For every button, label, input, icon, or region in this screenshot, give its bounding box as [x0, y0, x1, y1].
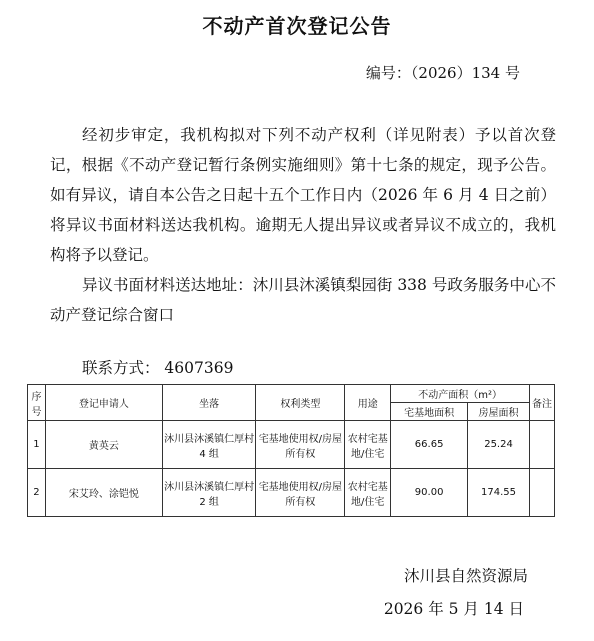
header-applicant: 登记申请人: [45, 385, 162, 421]
cell-usage: 农村宅基地/住宅: [345, 421, 391, 469]
header-seq: 序号: [28, 385, 46, 421]
issue-date: 2026 年 5 月 14 日: [383, 600, 524, 618]
cell-seq: 1: [28, 421, 46, 469]
cell-seq: 2: [28, 469, 46, 517]
cell-location: 沐川县沐溪镇仁厚村 2 组: [162, 469, 256, 517]
header-location: 坐落: [162, 385, 256, 421]
notice-paragraph: 经初步审定，我机构拟对下列不动产权利（详见附表）予以首次登记，根据《不动产登记暂行条例实施细则》第十七条的规定，现予公告。如有异议，请自本公告之日起十五个工作日内（2026 年 6 月 4 日之前）将异议书面材料送达我机构。逾期无人提出异议或者异议不成立的，我机构将予以登记。: [50, 126, 556, 264]
header-area-house: 房屋面积: [468, 403, 530, 421]
cell-applicant: 宋艾玲、涂铠悦: [45, 469, 162, 517]
table-row: [28, 421, 555, 469]
cell-remark: [529, 421, 554, 469]
header-usage: 用途: [345, 385, 391, 421]
header-right-type: 权利类型: [256, 385, 345, 421]
notice-title: 不动产首次登记公告: [202, 14, 392, 38]
cell-location: 沐川县沐溪镇仁厚村 4 组: [162, 421, 256, 469]
cell-remark: [529, 469, 554, 517]
cell-right-type: 宅基地使用权/房屋所有权: [256, 469, 345, 517]
issuing-authority: 沐川县自然资源局: [403, 567, 528, 585]
table-row: [28, 469, 555, 517]
header-area: 不动产面积（m²）: [391, 385, 530, 403]
objection-address-paragraph: 异议书面材料送达地址：沐川县沐溪镇梨园街 338 号政务服务中心不动产登记综合窗口: [50, 276, 556, 324]
cell-area-land: 90.00: [391, 469, 468, 517]
cell-applicant: 黄英云: [45, 421, 162, 469]
cell-area-house: 174.55: [468, 469, 530, 517]
cell-area-house: 25.24: [468, 421, 530, 469]
header-area-land: 宅基地面积: [391, 403, 468, 421]
registration-table: [27, 384, 555, 517]
cell-usage: 农村宅基地/住宅: [345, 469, 391, 517]
document-number: 编号：（2026）134 号: [365, 64, 520, 82]
contact-line: 联系方式： 4607369: [82, 359, 234, 377]
header-remark: 备注: [529, 385, 554, 421]
notice-body: [50, 120, 556, 330]
cell-right-type: 宅基地使用权/房屋所有权: [256, 421, 345, 469]
cell-area-land: 66.65: [391, 421, 468, 469]
